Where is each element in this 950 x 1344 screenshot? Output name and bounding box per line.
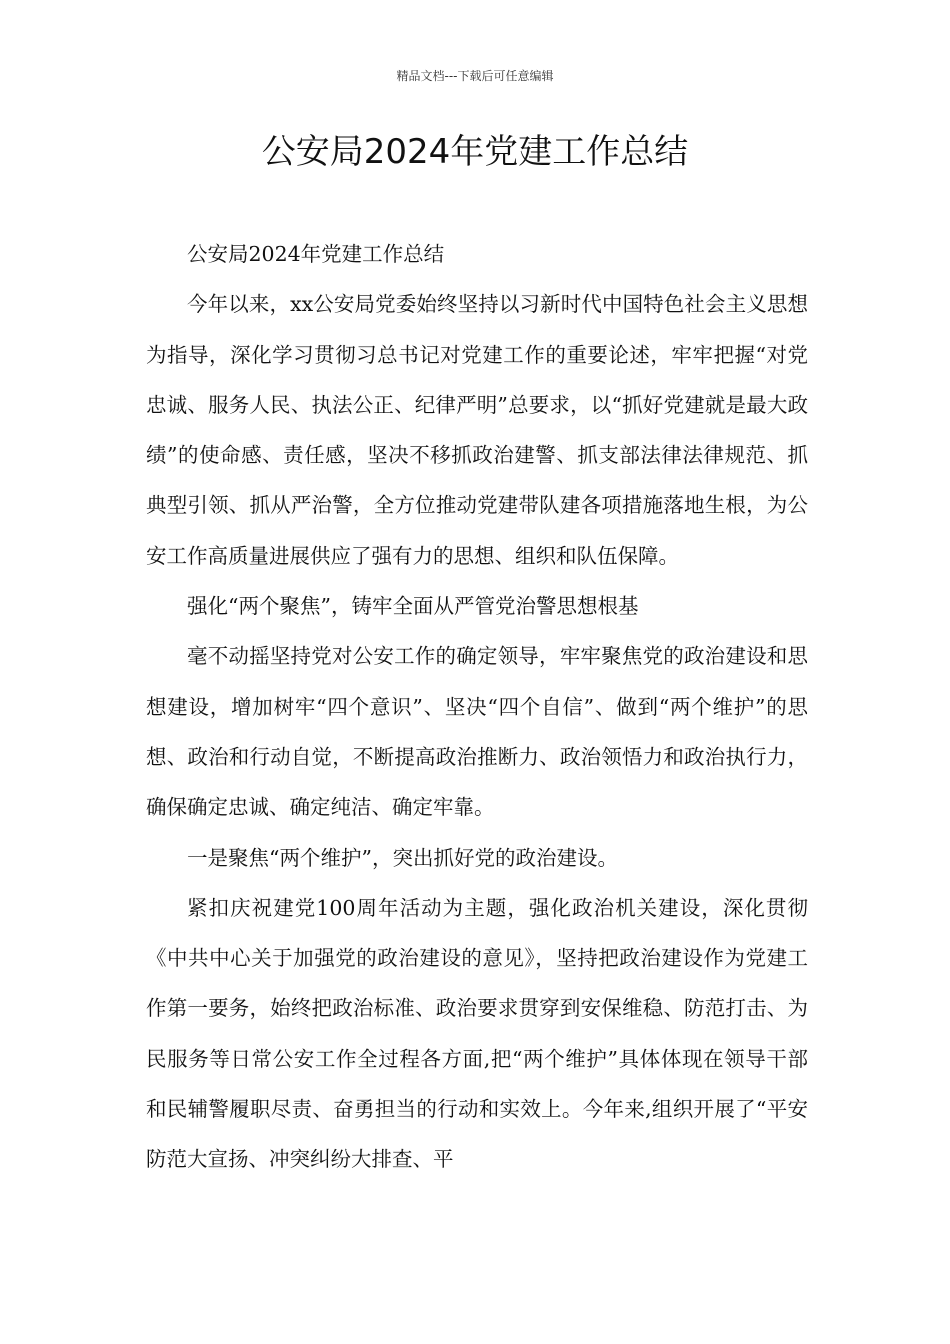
document-title: 公安局2024年党建工作总结	[261, 132, 689, 172]
paragraph-intro: 今年以来，xx公安局党委始终坚持以习新时代中国特色社会主义思想为指导，深化学习贯彻习总书记对党建工作的重要论述，牢牢把握“对党忠诚、服务人民、执法公正、纪律严明”总要求，以“抓好党建就是最大政绩”的使命感、责任感，坚决不移抓政治建警、抓支部法律法律规范、抓典型引领、抓从严治警，全方位推动党建带队建各项措施落地生根，为公安工作高质量进展供应了强有力的思想、组织和队伍保障。	[146, 292, 808, 568]
paragraph-body-2: 紧扣庆祝建党100周年活动为主题，强化政治机关建设，深化贯彻《中共中心关于加强党的政治建设的意见》，坚持把政治建设作为党建工作第一要务，始终把政治标准、政治要求贯穿到安保维稳、防范打击、为民服务等日常公安工作全过程各方面,把“两个维护”具体体现在领导干部和民辅警履职尽责、奋勇担当的行动和实效上。今年来,组织开展了“平安防范大宣扬、冲突纠纷大排查、平	[146, 895, 808, 1172]
paragraph-body-1: 毫不动摇坚持党对公安工作的确定领导，牢牢聚焦党的政治建设和思想建设，增加树牢“四个意识”、坚决“四个自信”、做到“两个维护”的思想、政治和行动自觉，不断提高政治推断力、政治领悟力和政治执行力，确保确定忠诚、确定纯洁、确定牢靠。	[146, 644, 808, 820]
paragraph-heading-2: 一是聚焦“两个维护”，突出抓好党的政治建设。	[187, 845, 618, 870]
header-note: 精品文档---下载后可任意编辑	[396, 69, 554, 83]
paragraph-subtitle: 公安局2024年党建工作总结	[187, 242, 445, 266]
document-body	[146, 229, 808, 1185]
paragraph-heading-1: 强化“两个聚焦”，铸牢全面从严管党治警思想根基	[187, 594, 639, 619]
